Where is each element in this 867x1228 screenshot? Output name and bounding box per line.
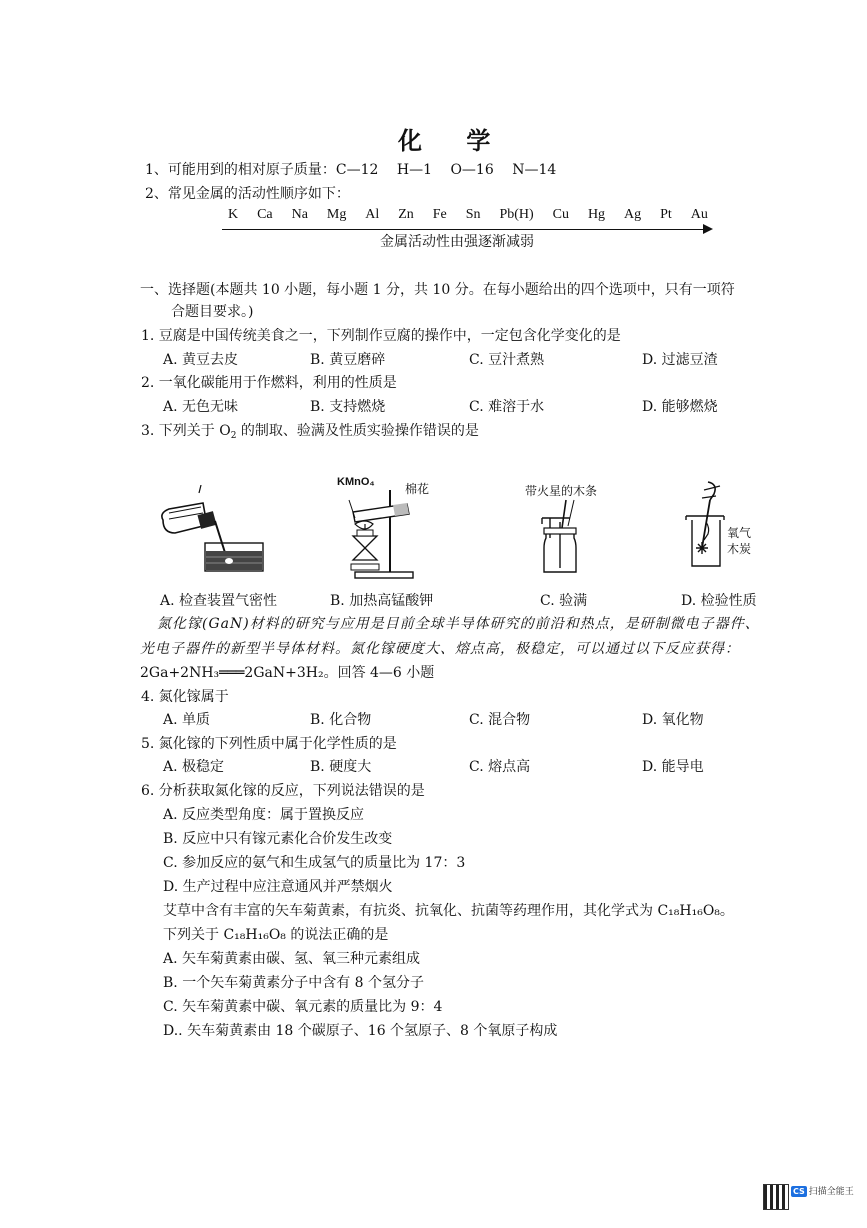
q3-stem-subscript: 2	[230, 431, 237, 441]
metal-symbol: Na	[291, 207, 308, 222]
activity-arrow-line	[222, 229, 707, 230]
metal-symbol: Pb(H)	[499, 207, 534, 222]
q5-option-d: D. 能导电	[642, 759, 704, 775]
activity-arrow-head	[703, 224, 713, 234]
figure-label-charcoal: 木炭	[727, 542, 752, 556]
metal-symbol: Sn	[465, 207, 481, 222]
q1-option-c: C. 豆汁煮熟	[469, 352, 545, 368]
q2-stem: 2. 一氧化碳能用于作燃料，利用的性质是	[141, 375, 397, 391]
q4-option-d: D. 氧化物	[642, 712, 704, 728]
passage-gan-line1: 氮化镓(GaN)材料的研究与应用是目前全球半导体研究的前沿和热点，是研制微电子器件、	[157, 616, 760, 632]
q6-option-b: B. 反应中只有镓元素化合价发生改变	[163, 831, 393, 847]
q2-option-b: B. 支持燃烧	[310, 399, 386, 415]
metal-activity-series	[228, 207, 708, 223]
passage-gan-line2: 光电子器件的新型半导体材料。氮化镓硬度大、熔点高，极稳定，可以通过以下反应获得：	[140, 641, 740, 657]
q3-option-b: B. 加热高锰酸钾	[330, 593, 434, 609]
section-heading: 一、选择题(本题共 10 小题，每小题 1 分，共 10 分。在每小题给出的四个选项中，只有一项符	[140, 282, 735, 298]
q5-stem: 5. 氮化镓的下列性质中属于化学性质的是	[141, 736, 397, 752]
passage-centaureidin-line1: 艾草中含有丰富的矢车菊黄素，有抗炎、抗氧化、抗菌等药理作用，其化学式为 C₁₈H₁₆O₈。	[163, 903, 734, 919]
metal-symbol: Cu	[552, 207, 569, 222]
q3-stem-part: 的制取、验满及性质实验操作错误的是	[236, 423, 479, 439]
q6-option-d: D. 生产过程中应注意通风并严禁烟火	[163, 879, 393, 895]
q1-stem: 1. 豆腐是中国传统美食之一，下列制作豆腐的操作中，一定包含化学变化的是	[141, 328, 621, 344]
figure-property-test	[680, 478, 730, 578]
q3-stem	[141, 422, 479, 445]
q2-option-c: C. 难溶于水	[469, 399, 545, 415]
q2-option-d: D. 能够燃烧	[642, 399, 718, 415]
q6-stem: 6. 分析获取氮化镓的反应，下列说法错误的是	[141, 783, 425, 799]
figure-label-glowing-splint: 带火星的木条	[525, 484, 598, 498]
note-activity-series: 2、常见金属的活动性顺序如下：	[145, 186, 350, 202]
passage-centaureidin-line2: 下列关于 C₁₈H₁₆O₈ 的说法正确的是	[163, 927, 389, 943]
q5-option-a: A. 极稳定	[163, 759, 225, 775]
q7-option-d: D.. 矢车菊黄素由 18 个碳原子、16 个氢原子、8 个氧原子构成	[163, 1023, 558, 1039]
scanner-logo: CS	[793, 1187, 805, 1196]
q4-stem: 4. 氮化镓属于	[141, 689, 229, 705]
metal-symbol: Fe	[432, 207, 447, 222]
figure-airtightness-check	[155, 485, 270, 577]
q3-stem-part: 3. 下列关于 O	[141, 423, 231, 439]
page-title: 化 学	[398, 126, 509, 155]
q5-option-b: B. 硬度大	[310, 759, 372, 775]
metal-symbol: Zn	[398, 207, 414, 222]
q7-option-c: C. 矢车菊黄素中碳、氧元素的质量比为 9：4	[163, 999, 443, 1015]
q4-option-b: B. 化合物	[310, 712, 372, 728]
figure-label-oxygen: 氧气	[727, 526, 752, 540]
q3-option-a: A. 检查装置气密性	[160, 593, 278, 609]
q1-option-d: D. 过滤豆渣	[642, 352, 718, 368]
metal-symbol: Ca	[257, 207, 273, 222]
metal-symbol: Pt	[660, 207, 672, 222]
passage-gan-equation: 2Ga+2NH₃═══2GaN+3H₂。回答 4—6 小题	[140, 665, 435, 681]
qr-code-icon	[763, 1184, 789, 1210]
q5-option-c: C. 熔点高	[469, 759, 531, 775]
activity-caption: 金属活动性由强逐渐减弱	[380, 234, 534, 250]
q3-option-c: C. 验满	[540, 593, 588, 609]
metal-symbol: Mg	[326, 207, 347, 222]
figure-test-fullness	[530, 498, 590, 578]
q7-option-b: B. 一个矢车菊黄素分子中含有 8 个氢分子	[163, 975, 424, 991]
figure-label-kmno4: KMnO₄	[337, 476, 375, 488]
figure-heating-kmno4	[335, 490, 425, 582]
scanner-name: 扫描全能王	[808, 1187, 854, 1197]
q6-option-a: A. 反应类型角度：属于置换反应	[163, 807, 365, 823]
metal-symbol: Au	[690, 207, 708, 222]
q2-option-a: A. 无色无味	[163, 399, 239, 415]
metal-symbol: K	[228, 207, 239, 222]
q1-option-a: A. 黄豆去皮	[163, 352, 239, 368]
q7-option-a: A. 矢车菊黄素由碳、氢、氧三种元素组成	[163, 951, 421, 967]
metal-symbol: Hg	[587, 207, 606, 222]
q4-option-a: A. 单质	[163, 712, 211, 728]
q4-option-c: C. 混合物	[469, 712, 531, 728]
note-atomic-mass: 1、可能用到的相对原子质量：C—12 H—1 O—16 N—14	[145, 162, 557, 178]
scanner-watermark	[791, 1186, 854, 1198]
q3-option-d: D. 检验性质	[681, 593, 757, 609]
q1-option-b: B. 黄豆磨碎	[310, 352, 386, 368]
metal-symbol: Ag	[624, 207, 642, 222]
figure-label-cotton: 棉花	[405, 482, 430, 496]
section-heading-cont: 合题目要求。)	[171, 304, 254, 320]
q6-option-c: C. 参加反应的氨气和生成氢气的质量比为 17：3	[163, 855, 466, 871]
metal-symbol: Al	[365, 207, 380, 222]
